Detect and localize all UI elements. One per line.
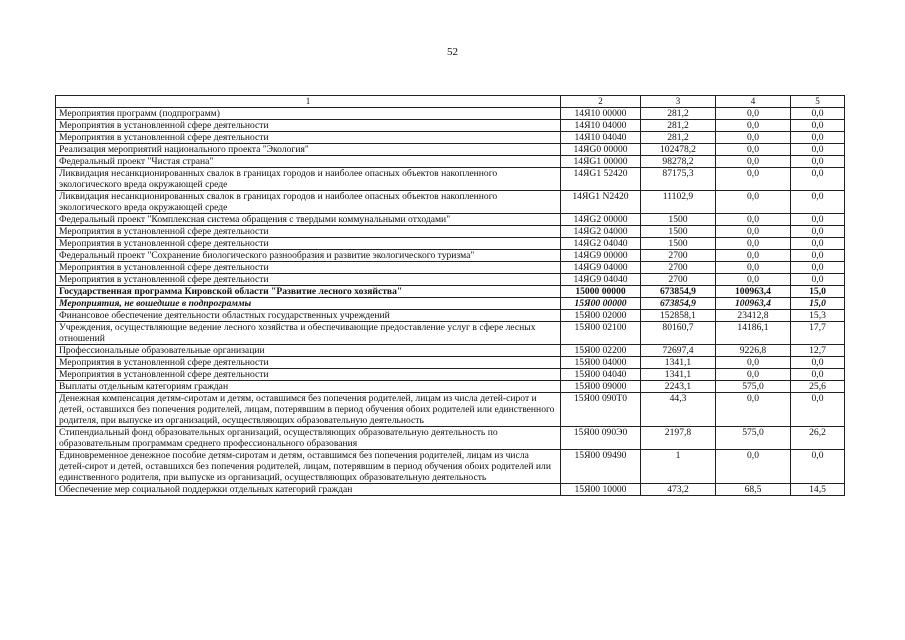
row-value-4: 0,0 xyxy=(716,450,791,484)
row-value-4: 0,0 xyxy=(716,238,791,250)
table-row xyxy=(56,108,845,120)
row-name: Мероприятия в установленной сфере деятельности xyxy=(56,132,561,144)
table-row xyxy=(56,238,845,250)
row-value-3: 2700 xyxy=(641,274,716,286)
row-value-3: 2700 xyxy=(641,250,716,262)
row-value-4: 0,0 xyxy=(716,357,791,369)
row-value-5: 0,0 xyxy=(791,120,845,132)
row-code: 14ЯG1 00000 xyxy=(561,156,641,168)
row-name: Реализация мероприятий национального проекта "Экология" xyxy=(56,144,561,156)
row-value-4: 0,0 xyxy=(716,250,791,262)
row-name: Стипендиальный фонд образовательных организаций, осуществляющих образовательную деятельность по образовательным программам среднего профессионального образования xyxy=(56,427,561,450)
row-code: 14Я10 04000 xyxy=(561,120,641,132)
row-value-4: 23412,8 xyxy=(716,310,791,322)
budget-table xyxy=(55,95,845,496)
row-value-4: 68,5 xyxy=(716,484,791,496)
row-value-3: 11102,9 xyxy=(641,191,716,214)
table-row xyxy=(56,286,845,298)
row-value-4: 0,0 xyxy=(716,214,791,226)
row-value-5: 26,2 xyxy=(791,427,845,450)
row-value-5: 15,3 xyxy=(791,310,845,322)
row-name: Ликвидация несанкционированных свалок в границах городов и наиболее опасных объектов накопленного экологического вреда окружающей среде xyxy=(56,168,561,191)
row-code: 15Я00 04040 xyxy=(561,369,641,381)
header-row xyxy=(56,96,845,108)
row-code: 15Я00 00000 xyxy=(561,298,641,310)
row-code: 14ЯG1 52420 xyxy=(561,168,641,191)
row-value-3: 152858,1 xyxy=(641,310,716,322)
table-row xyxy=(56,357,845,369)
row-value-3: 1 xyxy=(641,450,716,484)
row-value-3: 673854,9 xyxy=(641,286,716,298)
row-value-4: 0,0 xyxy=(716,168,791,191)
row-value-5: 0,0 xyxy=(791,168,845,191)
row-value-3: 98278,2 xyxy=(641,156,716,168)
row-value-4: 0,0 xyxy=(716,191,791,214)
row-value-4: 0,0 xyxy=(716,393,791,427)
row-code: 14ЯG1 N2420 xyxy=(561,191,641,214)
row-value-5: 0,0 xyxy=(791,238,845,250)
row-code: 14Я10 00000 xyxy=(561,108,641,120)
table-row xyxy=(56,310,845,322)
row-code: 14ЯG9 04000 xyxy=(561,262,641,274)
row-name: Федеральный проект "Комплексная система обращения с твердыми коммунальными отходами" xyxy=(56,214,561,226)
row-value-4: 0,0 xyxy=(716,144,791,156)
row-value-4: 0,0 xyxy=(716,120,791,132)
row-value-4: 0,0 xyxy=(716,274,791,286)
row-value-5: 0,0 xyxy=(791,191,845,214)
row-value-3: 281,2 xyxy=(641,108,716,120)
table-row xyxy=(56,132,845,144)
row-value-5: 17,7 xyxy=(791,322,845,345)
row-value-3: 80160,7 xyxy=(641,322,716,345)
row-value-5: 0,0 xyxy=(791,274,845,286)
row-name: Мероприятия в установленной сфере деятельности xyxy=(56,226,561,238)
row-value-4: 14186,1 xyxy=(716,322,791,345)
row-value-5: 0,0 xyxy=(791,250,845,262)
row-name: Обеспечение мер социальной поддержки отдельных категорий граждан xyxy=(56,484,561,496)
row-value-5: 0,0 xyxy=(791,369,845,381)
row-code: 15Я00 02100 xyxy=(561,322,641,345)
row-value-3: 673854,9 xyxy=(641,298,716,310)
row-name: Финансовое обеспечение деятельности областных государственных учреждений xyxy=(56,310,561,322)
row-name: Мероприятия в установленной сфере деятельности xyxy=(56,120,561,132)
table-row xyxy=(56,168,845,191)
row-name: Мероприятия в установленной сфере деятельности xyxy=(56,369,561,381)
table-row xyxy=(56,427,845,450)
row-value-3: 281,2 xyxy=(641,120,716,132)
row-value-5: 15,0 xyxy=(791,286,845,298)
row-code: 15Я00 09490 xyxy=(561,450,641,484)
row-value-3: 1500 xyxy=(641,226,716,238)
table-row xyxy=(56,484,845,496)
row-value-4: 100963,4 xyxy=(716,298,791,310)
row-value-5: 0,0 xyxy=(791,144,845,156)
row-value-5: 14,5 xyxy=(791,484,845,496)
table-row xyxy=(56,274,845,286)
row-value-4: 9226,8 xyxy=(716,345,791,357)
row-code: 15Я00 090Э0 xyxy=(561,427,641,450)
row-value-3: 1341,1 xyxy=(641,357,716,369)
row-value-5: 0,0 xyxy=(791,132,845,144)
row-name: Профессиональные образовательные организации xyxy=(56,345,561,357)
table-row xyxy=(56,322,845,345)
row-code: 14ЯG0 00000 xyxy=(561,144,641,156)
row-name: Федеральный проект "Сохранение биологического разнообразия и развитие экологического туризма" xyxy=(56,250,561,262)
row-value-3: 2700 xyxy=(641,262,716,274)
table-row xyxy=(56,450,845,484)
table-row xyxy=(56,369,845,381)
table-row xyxy=(56,191,845,214)
row-name: Учреждения, осуществляющие ведение лесного хозяйства и обеспечивающие предоставление услуг в сфере лесных отношений xyxy=(56,322,561,345)
column-header-2: 2 xyxy=(561,96,641,108)
column-header-1: 1 xyxy=(56,96,561,108)
table-row xyxy=(56,214,845,226)
table-row xyxy=(56,381,845,393)
row-value-3: 473,2 xyxy=(641,484,716,496)
row-code: 14ЯG9 00000 xyxy=(561,250,641,262)
row-name: Мероприятия, не вошедшие в подпрограммы xyxy=(56,298,561,310)
row-value-5: 0,0 xyxy=(791,226,845,238)
row-value-4: 0,0 xyxy=(716,132,791,144)
row-value-5: 0,0 xyxy=(791,214,845,226)
column-header-3: 3 xyxy=(641,96,716,108)
row-name: Единовременное денежное пособие детям-сиротам и детям, оставшимся без попечения родителей, лицам из числа детей-сирот и детей, оставшихся без попечения родителей, лицам, потерявшим в период обучения обоих родителей или единственного родителя, при выпуске из организаций, осуществляющих образовательную деятельность xyxy=(56,450,561,484)
row-code: 14ЯG2 04000 xyxy=(561,226,641,238)
row-value-3: 1500 xyxy=(641,214,716,226)
row-name: Мероприятия в установленной сфере деятельности xyxy=(56,238,561,250)
row-value-4: 0,0 xyxy=(716,108,791,120)
row-value-3: 1341,1 xyxy=(641,369,716,381)
row-code: 15Я00 09000 xyxy=(561,381,641,393)
row-code: 15Я00 090Т0 xyxy=(561,393,641,427)
row-code: 14Я10 04040 xyxy=(561,132,641,144)
table-row xyxy=(56,250,845,262)
row-code: 15Я00 02200 xyxy=(561,345,641,357)
table-row xyxy=(56,298,845,310)
row-value-5: 25,6 xyxy=(791,381,845,393)
row-name: Ликвидация несанкционированных свалок в границах городов и наиболее опасных объектов накопленного экологического вреда окружающей среде xyxy=(56,191,561,214)
row-code: 15Я00 02000 xyxy=(561,310,641,322)
row-name: Федеральный проект "Чистая страна" xyxy=(56,156,561,168)
row-value-3: 1500 xyxy=(641,238,716,250)
row-code: 15000 00000 xyxy=(561,286,641,298)
row-name: Мероприятия в установленной сфере деятельности xyxy=(56,274,561,286)
table-row xyxy=(56,156,845,168)
row-name: Мероприятия в установленной сфере деятельности xyxy=(56,262,561,274)
row-code: 15Я00 04000 xyxy=(561,357,641,369)
row-value-5: 0,0 xyxy=(791,262,845,274)
row-value-5: 0,0 xyxy=(791,450,845,484)
row-name: Денежная компенсация детям-сиротам и детям, оставшимся без попечения родителей, лицам из числа детей-сирот и детей, оставшихся без попечения родителей, лицам, потерявшим в период обучения обоих родителей или единственного родителя, при выпуске из организаций, осуществляющих образовательную деятельность xyxy=(56,393,561,427)
row-value-3: 2197,8 xyxy=(641,427,716,450)
row-value-4: 0,0 xyxy=(716,262,791,274)
row-value-4: 0,0 xyxy=(716,226,791,238)
row-name: Мероприятия программ (подпрограмм) xyxy=(56,108,561,120)
table-row xyxy=(56,345,845,357)
row-value-3: 2243,1 xyxy=(641,381,716,393)
column-header-5: 5 xyxy=(791,96,845,108)
row-value-5: 0,0 xyxy=(791,357,845,369)
row-value-4: 575,0 xyxy=(716,427,791,450)
column-header-4: 4 xyxy=(716,96,791,108)
row-value-3: 87175,3 xyxy=(641,168,716,191)
table-row xyxy=(56,226,845,238)
row-value-5: 0,0 xyxy=(791,156,845,168)
row-value-5: 12,7 xyxy=(791,345,845,357)
table-row xyxy=(56,262,845,274)
row-value-3: 281,2 xyxy=(641,132,716,144)
row-value-4: 575,0 xyxy=(716,381,791,393)
row-value-5: 0,0 xyxy=(791,108,845,120)
row-value-3: 44,3 xyxy=(641,393,716,427)
row-value-3: 72697,4 xyxy=(641,345,716,357)
row-code: 14ЯG2 04040 xyxy=(561,238,641,250)
row-name: Государственная программа Кировской области "Развитие лесного хозяйства" xyxy=(56,286,561,298)
row-value-3: 102478,2 xyxy=(641,144,716,156)
row-name: Выплаты отдельным категориям граждан xyxy=(56,381,561,393)
row-value-5: 15,0 xyxy=(791,298,845,310)
row-value-4: 0,0 xyxy=(716,156,791,168)
row-code: 14ЯG2 00000 xyxy=(561,214,641,226)
row-value-4: 0,0 xyxy=(716,369,791,381)
table-row xyxy=(56,393,845,427)
row-code: 14ЯG9 04040 xyxy=(561,274,641,286)
row-code: 15Я00 10000 xyxy=(561,484,641,496)
table-row xyxy=(56,120,845,132)
row-name: Мероприятия в установленной сфере деятельности xyxy=(56,357,561,369)
page-number: 52 xyxy=(447,46,458,58)
row-value-5: 0,0 xyxy=(791,393,845,427)
table-row xyxy=(56,144,845,156)
row-value-4: 100963,4 xyxy=(716,286,791,298)
